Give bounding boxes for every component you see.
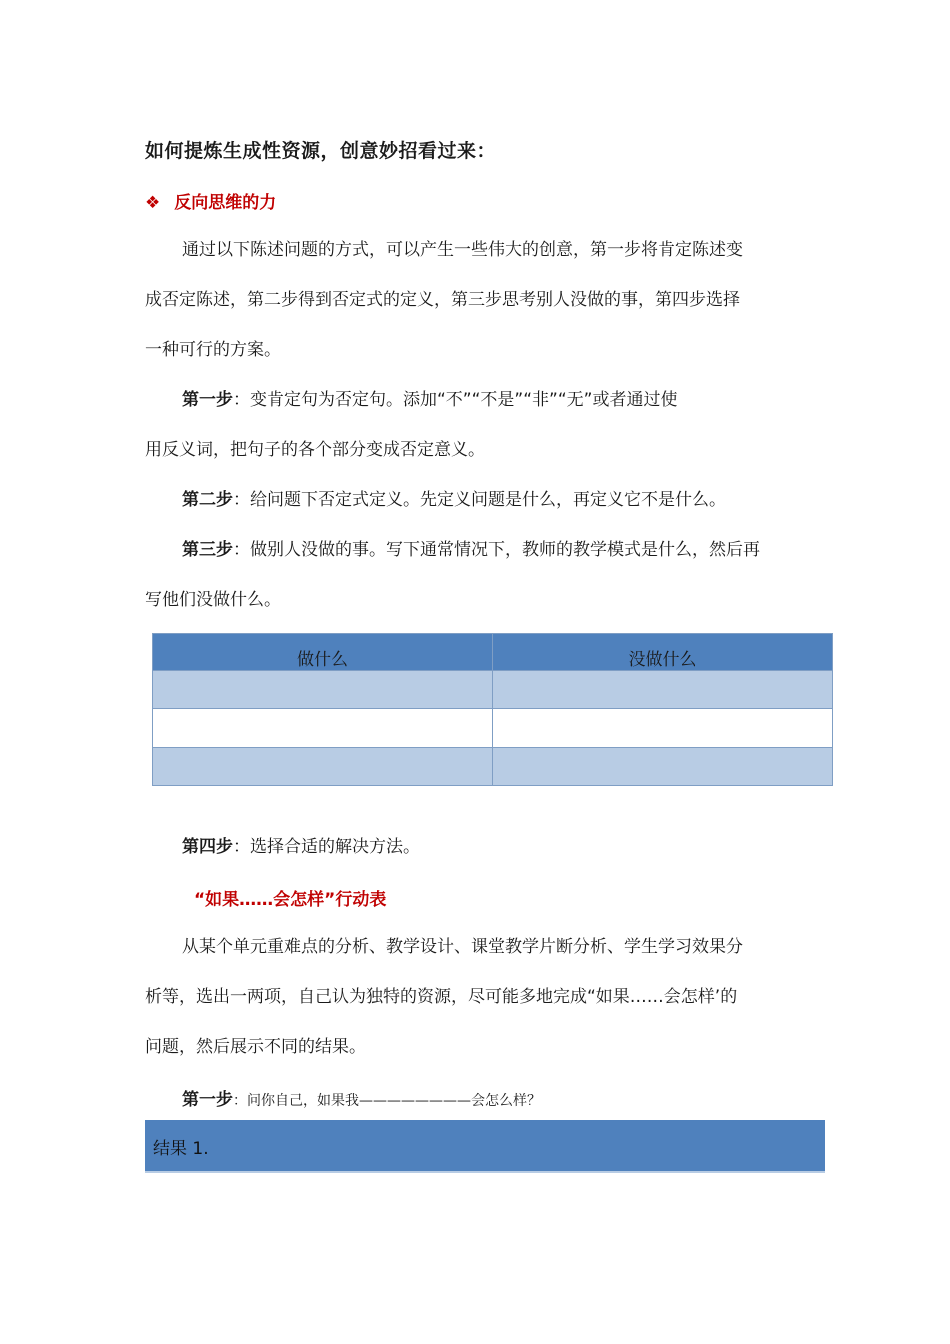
step2-text: ：给问题下否定式定义。先定义问题是什么，再定义它不是什么。: [233, 490, 726, 510]
section2-intro-line-2: 析等，选出一两项，自己认为独特的资源，尽可能多地完成“如果……会怎样’的: [145, 987, 738, 1007]
section2-intro-line-1: 从某个单元重难点的分析、教学设计、课堂教学片断分析、学生学习效果分: [182, 937, 743, 957]
step1-line-2: 用反义词，把句子的各个部分变成否定意义。: [145, 440, 485, 460]
step2-paragraph: [182, 475, 726, 525]
page-title: 如何提炼生成性资源，创意妙招看过来：: [145, 140, 497, 162]
table-row: [153, 747, 833, 785]
intro-line-1: 通过以下陈述问题的方式，可以产生一些伟大的创意，第一步将肯定陈述变: [182, 240, 743, 260]
step3-paragraph: [182, 525, 760, 575]
step2-label: 第二步: [182, 490, 233, 510]
section-heading-text: 反向思维的力: [174, 193, 277, 213]
section2-step1-paragraph: [182, 1085, 541, 1110]
section2-step1-text: ：问你自己，如果我————————会怎么样？: [233, 1093, 541, 1109]
table-row: [153, 671, 833, 709]
step1-paragraph: [182, 375, 677, 425]
what-if-heading: “如果……会怎样”行动表: [194, 890, 387, 910]
section2-step1-label: 第一步: [182, 1090, 233, 1110]
section2-intro-line-3: 问题，然后展示不同的结果。: [145, 1037, 366, 1057]
table-cell[interactable]: [153, 747, 493, 785]
section-heading-reverse-thinking: [145, 188, 276, 213]
do-not-do-table: [152, 633, 833, 786]
table-cell[interactable]: [153, 709, 493, 747]
result-1-label: 结果 1.: [153, 1139, 209, 1159]
table-header-row: [153, 634, 833, 671]
step1-text: ：变肯定句为否定句。添加“不”“不是”“非”“无”或者通过使: [233, 390, 678, 410]
intro-line-2: 成否定陈述，第二步得到否定式的定义，第三步思考别人没做的事，第四步选择: [145, 290, 740, 310]
table-cell[interactable]: [493, 671, 833, 709]
table-cell[interactable]: [493, 709, 833, 747]
intro-line-3: 一种可行的方案。: [145, 340, 281, 360]
step4-text: ：选择合适的解决方法。: [233, 837, 420, 857]
step3-text: ：做别人没做的事。写下通常情况下，教师的教学模式是什么，然后再: [233, 540, 760, 560]
step1-label: 第一步: [182, 390, 233, 410]
table-cell[interactable]: [153, 671, 493, 709]
step4-paragraph: [182, 822, 420, 872]
table-header-not-do: 没做什么: [493, 634, 833, 671]
table-cell[interactable]: [493, 747, 833, 785]
step3-label: 第三步: [182, 540, 233, 560]
step4-label: 第四步: [182, 837, 233, 857]
step3-line-2: 写他们没做什么。: [145, 590, 281, 610]
result-1-box[interactable]: [145, 1120, 825, 1173]
table-header-do: 做什么: [153, 634, 493, 671]
table-row: [153, 709, 833, 747]
diamond-bullet-icon: ❖: [145, 193, 161, 213]
